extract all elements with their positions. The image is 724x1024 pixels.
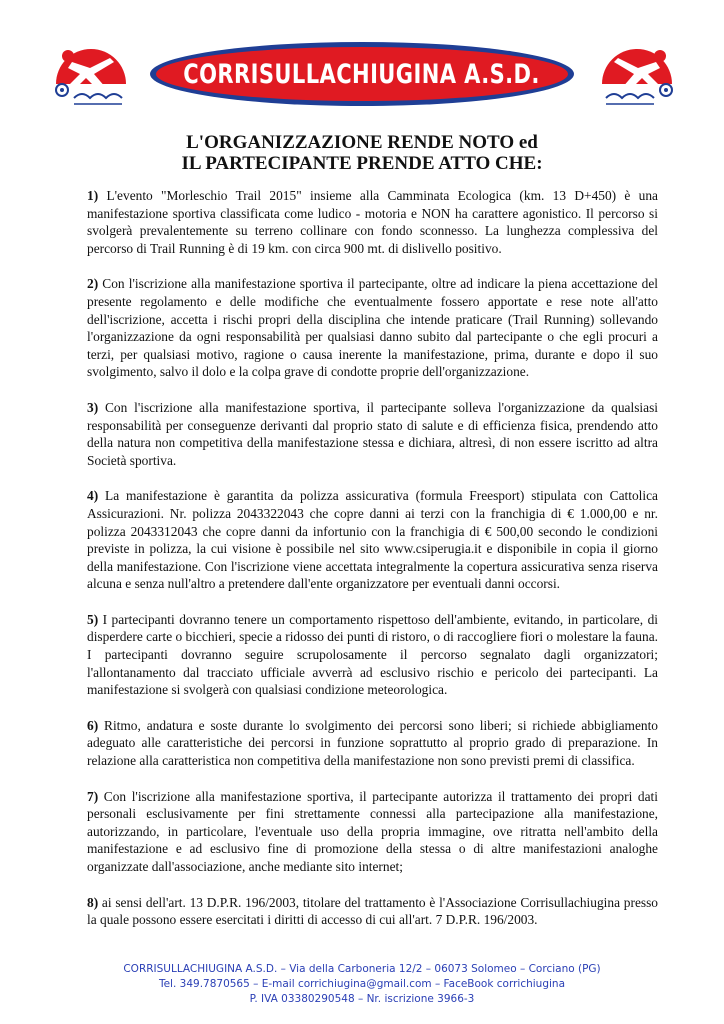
clause-text: Con l'iscrizione alla manifestazione sportiva, il partecipante autorizza il trattamento dei propri dati personali esclusivamente per fini strettamente connessi alla partecipazione alla manifestazione, autorizzando, in particolare, l'eventuale uso della propria immagine, ove ritratta nell'ambito della manifestazione e ad esclusivo fine di promozione della stessa o di altre manifestazioni analoghe organizzate dall'associazione, anche mediante sito internet;: [87, 788, 658, 874]
clause-5: [87, 611, 658, 699]
page-footer: [0, 962, 724, 1007]
clause-1: [87, 187, 658, 257]
clause-8: [87, 894, 658, 929]
clause-text: L'evento "Morleschio Trail 2015" insieme alla Camminata Ecologica (km. 13 D+450) è una manifestazione sportiva classificata come ludico - motoria e NON ha carattere agonistico. Il percorso si svolgerà prevalentemente su terreno collinare con fondo sconnesso. La lunghezza complessiva del percorso di Trail Running è di 19 km. con circa 900 mt. di dislivello positivo.: [87, 188, 658, 256]
clause-number: 6): [87, 717, 99, 733]
brand-name: CORRISULLACHIUGINA A.S.D.: [183, 58, 541, 90]
page-title: [0, 132, 724, 174]
clause-number: 1): [87, 188, 99, 203]
clause-number: 7): [87, 788, 99, 804]
running-figure-logo-icon: [598, 40, 676, 110]
page-header: [0, 0, 724, 120]
clause-number: 2): [87, 276, 99, 292]
footer-vat: P. IVA 03380290548 – Nr. iscrizione 3966-3: [249, 993, 475, 1005]
clause-text: Ritmo, andatura e soste durante lo svolgimento dei percorsi sono liberi; si richiede abbigliamento adeguato alle caratteristiche dei percorsi in funzione soprattutto al proprio grado di preparazione. In relazione alla caratteristica non competitiva della manifestazione non sono previsti premi di classifica.: [87, 717, 658, 769]
clause-4: [87, 487, 658, 593]
clause-text: Con l'iscrizione alla manifestazione sportiva il partecipante, oltre ad indicare la piena accettazione del presente regolamento e delle modifiche che eventualmente fossero apportate e rese note all'atto dell'iscrizione, accetta i rischi propri della disciplina che intende praticare (Trail Running) sollevando l'organizzazione da ogni responsabilità per qualsiasi danno subito dal partecipante o che egli procuri a terzi, per qualsiasi motivo, ragione o causa inerente la manifestazione, prima, durante e dopo il suo svolgimento, salvo il dolo e la colpa grave di condotte proprie dell'organizzazione.: [87, 276, 658, 380]
clause-number: 5): [87, 611, 99, 627]
clause-number: 3): [87, 399, 99, 415]
clause-text: Con l'iscrizione alla manifestazione sportiva, il partecipante solleva l'organizzazione da qualsiasi responsabilità per conseguenze derivanti dal proprio stato di salute e di efficienza fisica, prendendo atto della natura non competitiva della manifestazione stessa e dichiara, altresì, di non essere iscritto ad altra Società sportiva.: [87, 399, 658, 468]
title-line-2: IL PARTECIPANTE PRENDE ATTO CHE:: [181, 153, 543, 174]
title-line-1: L'ORGANIZZAZIONE RENDE NOTO ed: [186, 132, 538, 153]
clause-6: [87, 717, 658, 770]
footer-address: CORRISULLACHIUGINA A.S.D. – Via della Carboneria 12/2 – 06073 Solomeo – Corciano (PG): [123, 963, 601, 975]
clause-text: La manifestazione è garantita da polizza assicurativa (formula Freesport) stipulata con Cattolica Assicurazioni. Nr. polizza 2043322043 che copre danni ai terzi con la franchigia di € 1.000,00 e nr. polizza 2043312043 che copre danni da infortunio con la franchigia di € 500,00 secondo le condizioni previste in polizza, la cui visione è possibile nel sito www.csiperugia.it e disponibile in copia il giorno della manifestazione. Con l'iscrizione viene accettata integralmente la copertura assicurativa senza riserva alcuna e senza null'altro a pretendere dall'ente organizzatore per eventuali danni occorsi.: [87, 488, 658, 592]
clause-3: [87, 399, 658, 469]
clauses-list: [87, 187, 658, 947]
clause-number: 8): [87, 894, 99, 910]
brand-banner: [150, 42, 574, 106]
clause-text: ai sensi dell'art. 13 D.P.R. 196/2003, titolare del trattamento è l'Associazione Corrisullachiugina presso la quale possono essere esercitati i diritti di accesso di cui all'art. 7 D.P.R. 196/2003.: [87, 894, 658, 928]
running-figure-logo-icon: [52, 40, 130, 110]
clause-number: 4): [87, 488, 99, 504]
clause-7: [87, 788, 658, 876]
clause-2: [87, 275, 658, 381]
footer-contacts: Tel. 349.7870565 – E-mail corrichiugina@gmail.com – FaceBook corrichiugina: [158, 978, 566, 990]
clause-text: I partecipanti dovranno tenere un comportamento rispettoso dell'ambiente, evitando, in particolare, di disperdere carte o bicchieri, specie a ridosso dei punti di ristoro, o di raccogliere fiori o molestare la fauna. I partecipanti dovranno seguire scrupolosamente il percorso segnalato dagli organizzatori; l'allontanamento dal tracciato ufficiale avverrà ad esclusivo rischio e pericolo dei partecipanti. La manifestazione si svolgerà con qualsiasi condizione meteorologica.: [87, 611, 658, 698]
